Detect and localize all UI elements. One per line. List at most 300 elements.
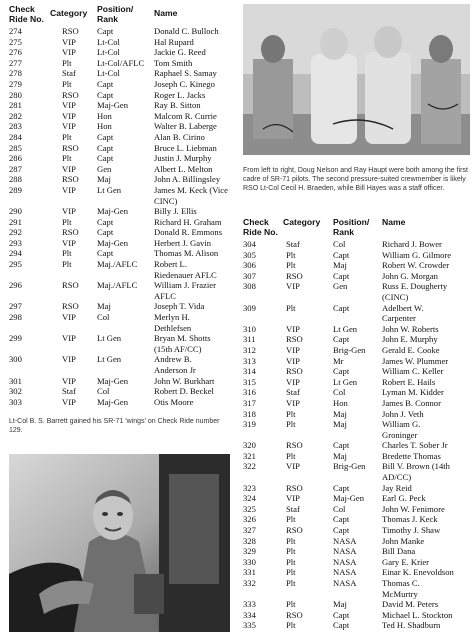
header-position: Position/ [97,4,134,14]
category-cell: Plt [286,578,296,588]
header-name: Name [154,8,178,18]
rank-cell: Capt [97,248,114,259]
name-cell: William G. Gilmore [382,249,452,260]
rank-cell: NASA [333,567,357,578]
check-ride-number: 313 [243,355,256,366]
table-row [243,303,471,324]
rank-cell: Maj [333,450,347,461]
name-cell: Groninger [382,429,418,440]
table-row [9,100,229,111]
header-ride-no: Ride No. [9,14,44,24]
name-cell: Earl G. Peck [382,493,426,504]
check-ride-number: 330 [243,556,256,567]
name-cell: Anderson Jr [154,365,196,375]
check-ride-number: 314 [243,366,256,377]
table-row [9,312,229,333]
check-ride-number: 307 [243,270,256,281]
check-ride-number: 301 [9,375,22,386]
rank-cell: Lt-Col/AFLC [97,57,145,68]
name-cell: Thomas C. [382,578,420,588]
category-cell: RSO [286,609,303,620]
category-cell: VIP [62,333,76,344]
left-table-header [9,4,229,26]
table-row [243,514,471,525]
check-ride-number: 297 [9,301,22,312]
check-ride-number: 293 [9,237,22,248]
rank-cell: Col [97,312,110,323]
category-cell: VIP [62,110,76,121]
rank-cell: Capt [333,270,350,281]
check-ride-number: 316 [243,387,256,398]
name-cell: Jay Reid [382,482,412,493]
check-ride-number: 298 [9,312,22,323]
check-ride-number: 294 [9,248,22,259]
name-cell: Joseph C. Kinego [154,78,215,89]
category-cell: VIP [62,163,76,174]
rank-cell: Lt-Col [97,47,120,58]
table-row [9,153,229,164]
category-cell: Plt [286,302,296,313]
rank-cell: Hon [97,121,112,132]
rank-cell: Capt [97,216,114,227]
rank-cell: Maj [97,174,111,185]
table-row [9,227,229,238]
category-cell: VIP [286,376,300,387]
name-cell: Donald R. Emmons [154,227,223,238]
table-row [243,250,471,261]
rank-cell: Maj./AFLC [97,259,138,270]
check-ride-number: 287 [9,163,22,174]
table-row [9,206,229,217]
check-ride-number: 296 [9,280,22,291]
check-ride-number: 279 [9,78,22,89]
check-ride-number: 318 [243,408,256,419]
table-row [243,610,471,621]
category-cell: Plt [62,216,72,227]
category-cell: RSO [286,270,303,281]
rank-cell: Lt Gen [97,184,122,195]
check-ride-number: 278 [9,68,22,79]
rank-cell: Capt [333,482,350,493]
name-cell: Justin J. Murphy [154,153,212,164]
check-ride-number: 312 [243,344,256,355]
check-ride-number: 309 [243,302,256,313]
name-cell: John J. Veth [382,408,424,419]
name-cell: Joseph T. Vida [154,301,205,312]
name-cell: CINC) [154,195,178,206]
rank-cell: Capt [333,609,350,620]
category-cell: RSO [62,26,79,36]
check-ride-number: 299 [9,333,22,344]
left-table-rows [9,26,229,407]
check-ride-number: 300 [9,354,22,365]
category-cell: Staf [286,387,300,398]
name-cell: John E. Murphy [382,334,438,345]
check-ride-number: 280 [9,89,22,100]
check-ride-number: 286 [9,153,22,164]
header-position: Position/ [333,217,370,227]
table-row [243,281,471,302]
category-cell: Plt [62,248,72,259]
check-ride-number: 274 [9,26,22,36]
table-row [9,376,229,387]
category-cell: VIP [62,354,76,365]
name-cell: Bryan M. Shotts [154,333,211,344]
name-cell: Billy J. Ellis [154,206,197,217]
check-ride-number: 334 [243,609,256,620]
category-cell: VIP [62,184,76,195]
rank-cell: Capt [333,302,350,313]
right-table-header [243,217,471,239]
category-cell: VIP [286,493,300,504]
name-cell: Herbert J. Gavin [154,237,212,248]
check-ride-number: 281 [9,100,22,111]
category-cell: Staf [286,503,300,514]
name-cell: Lyman M. Kidder [382,387,444,398]
rank-cell: Capt [333,514,350,525]
rank-cell: Maj [333,419,347,430]
name-cell: Bill V. Brown (14th [382,461,450,472]
category-cell: VIP [286,281,300,292]
header-name: Name [382,217,406,227]
rank-cell: Lt-Col [97,68,120,79]
check-ride-number: 328 [243,535,256,546]
table-row [243,599,471,610]
category-cell: Plt [62,78,72,89]
table-row [9,132,229,143]
table-row [9,111,229,122]
name-cell: Albert L. Melton [154,163,213,174]
category-cell: Plt [286,260,296,271]
check-ride-number: 289 [9,184,22,195]
rank-cell: Lt-Col [97,36,120,47]
category-cell: Plt [62,153,72,164]
rank-cell: Capt [333,620,350,631]
check-ride-number: 333 [243,599,256,610]
table-row [243,239,471,250]
rank-cell: NASA [333,535,357,546]
table-row [9,238,229,249]
check-ride-number: 311 [243,334,256,345]
name-cell: Gerald E. Cooke [382,344,440,355]
table-row [9,217,229,228]
name-cell: William C. Keller [382,366,444,377]
check-ride-number: 276 [9,47,22,58]
category-cell: VIP [62,206,76,217]
rank-cell: Maj [333,260,347,271]
category-cell: VIP [62,396,76,407]
name-cell: Michael L. Stockton [382,609,453,620]
table-row [243,493,471,504]
category-cell: RSO [62,227,79,238]
check-ride-number: 305 [243,249,256,260]
category-cell: RSO [62,301,79,312]
rank-cell: Col [333,503,346,514]
name-cell: Adelbert W. [382,302,424,313]
name-cell: Robert L. [154,259,187,270]
barrett-photo [9,454,230,632]
rank-cell: Capt [97,153,114,164]
check-ride-number: 326 [243,514,256,525]
table-row [9,26,229,37]
check-ride-number: 284 [9,131,22,142]
check-ride-number: 306 [243,260,256,271]
rank-cell: Brig-Gen [333,344,366,355]
table-row [9,248,229,259]
check-ride-number: 275 [9,36,22,47]
category-cell: RSO [286,525,303,536]
category-cell: RSO [62,174,79,185]
category-cell: Plt [286,535,296,546]
category-cell: RSO [286,482,303,493]
table-row [9,143,229,154]
table-row [9,58,229,69]
category-cell: VIP [286,323,300,334]
table-row [243,345,471,356]
name-cell: Riedenauer AFLC [154,269,217,280]
rank-cell: Capt [97,89,114,100]
rank-cell: Maj [333,408,347,419]
table-row [243,324,471,335]
name-cell: William J. Frazier [154,280,216,291]
name-cell: Thomas M. Alison [154,248,219,259]
table-row [243,409,471,420]
rank-cell: Maj-Gen [333,493,365,504]
name-cell: Malcom R. Currie [154,110,217,121]
name-cell: John A. Billingsley [154,174,221,185]
name-cell: Robert D. Beckel [154,386,214,397]
name-cell: John W. Fenimore [382,503,445,514]
check-ride-number: 277 [9,57,22,68]
header-check: Check [9,4,35,14]
table-row [243,398,471,409]
check-ride-number: 291 [9,216,22,227]
check-ride-number: 320 [243,440,256,451]
name-cell: Jackie G. Reed [154,47,206,58]
rank-cell: Brig-Gen [333,461,366,472]
name-cell: Bill Dana [382,546,416,557]
rank-cell: Maj-Gen [97,206,129,217]
category-cell: Plt [62,131,72,142]
category-cell: VIP [62,36,76,47]
category-cell: VIP [62,47,76,58]
category-cell: Plt [286,450,296,461]
check-ride-number: 290 [9,206,22,217]
check-ride-number: 302 [9,386,22,397]
name-cell: John W. Roberts [382,323,439,334]
rank-cell: Gen [333,281,348,292]
category-cell: RSO [286,334,303,345]
check-ride-number: 323 [243,482,256,493]
category-cell: RSO [62,142,79,153]
right-table-rows [243,239,471,631]
category-cell: Plt [286,567,296,578]
category-cell: Staf [286,239,300,249]
name-cell: Timothy J. Shaw [382,525,441,536]
rank-cell: Capt [97,26,114,36]
check-ride-number: 295 [9,259,22,270]
category-cell: VIP [286,397,300,408]
table-row [9,301,229,312]
table-row [243,461,471,482]
name-cell: Roger L. Jacks [154,89,206,100]
name-cell: John W. Burkhart [154,375,215,386]
category-cell: VIP [62,375,76,386]
table-row [243,366,471,377]
header-rank: Rank [97,14,119,24]
name-cell: Gary E. Krier [382,556,430,567]
table-row [243,419,471,440]
name-cell: Dethlefsen [154,322,192,333]
name-cell: Alan B. Cirino [154,131,205,142]
table-row [243,546,471,557]
name-cell: Otis Moore [154,396,194,407]
rank-cell: Capt [333,366,350,377]
category-cell: Plt [62,57,72,68]
name-cell: Tom Smith [154,57,193,68]
header-rank: Rank [333,227,355,237]
table-row [243,504,471,515]
check-ride-number: 322 [243,461,256,472]
name-cell: Charles T. Sober Jr [382,440,448,451]
check-ride-number: 285 [9,142,22,153]
rank-cell: Maj [333,599,347,610]
rank-cell: Maj-Gen [97,396,129,407]
category-cell: Plt [286,249,296,260]
check-ride-number: 325 [243,503,256,514]
rank-cell: NASA [333,556,357,567]
rank-cell: Gen [97,163,112,174]
category-cell: Plt [286,599,296,610]
rank-cell: Capt [333,440,350,451]
rank-cell: Lt Gen [333,376,358,387]
name-cell: Robert E. Hails [382,376,436,387]
rank-cell: Lt Gen [97,354,122,365]
table-row [243,356,471,367]
header-ride-no: Ride No. [243,227,278,237]
table-row [9,47,229,58]
name-cell: AD/CC) [382,472,412,483]
name-cell: James W. Plummer [382,355,449,366]
table-row [9,386,229,397]
name-cell: Robert W. Crowder [382,260,450,271]
table-row [243,536,471,547]
category-cell: Plt [286,620,296,631]
table-row [243,271,471,282]
table-row [9,79,229,90]
check-ride-number: 310 [243,323,256,334]
category-cell: VIP [286,355,300,366]
check-ride-number: 303 [9,396,22,407]
rank-cell: Capt [333,525,350,536]
name-cell: Walter B. Laberge [154,121,217,132]
table-row [9,90,229,101]
check-ride-number: 282 [9,110,22,121]
check-ride-number: 283 [9,121,22,132]
table-row [243,525,471,536]
category-cell: Plt [286,419,296,430]
category-cell: Plt [286,556,296,567]
rank-cell: Maj-Gen [97,237,129,248]
table-row [243,567,471,578]
check-ride-number: 304 [243,239,256,249]
category-cell: Plt [62,259,72,270]
table-row [9,333,229,354]
name-cell: James M. Keck (Vice [154,184,228,195]
name-cell: Merlyn H. [154,312,190,323]
table-row [9,354,229,375]
rank-cell: Capt [97,142,114,153]
table-row [243,260,471,271]
table-row [9,397,229,408]
table-row [243,451,471,462]
category-cell: Plt [286,514,296,525]
name-cell: Raphael S. Samay [154,68,217,79]
category-cell: VIP [286,344,300,355]
table-row [9,121,229,132]
rank-cell: Capt [97,78,114,89]
rank-cell: Capt [97,227,114,238]
table-row [9,174,229,185]
check-ride-number: 315 [243,376,256,387]
table-row [9,164,229,175]
category-cell: VIP [62,312,76,323]
name-cell: Bredette Thomas [382,450,441,461]
check-ride-number: 335 [243,620,256,631]
check-ride-number: 329 [243,546,256,557]
table-row [243,377,471,388]
category-cell: RSO [62,280,79,291]
name-cell: McMurtry [382,588,418,599]
rank-cell: Lt Gen [333,323,358,334]
rank-cell: Capt [97,131,114,142]
rank-cell: Hon [97,110,112,121]
name-cell: William G. [382,419,421,430]
category-cell: Staf [62,386,76,397]
category-cell: VIP [62,237,76,248]
header-check: Check [243,217,269,227]
check-ride-number: 331 [243,567,256,578]
name-cell: (CINC) [382,291,409,302]
crew-photo [243,4,470,155]
rank-cell: Col [333,387,346,398]
name-cell: Andrew B. [154,354,192,365]
table-row [9,259,229,280]
check-ride-number: 321 [243,450,256,461]
table-row [9,185,229,206]
rank-cell: NASA [333,578,357,588]
name-cell: John G. Morgan [382,270,438,281]
table-row [9,68,229,79]
rank-cell: Hon [333,397,348,408]
rank-cell: Col [333,239,346,249]
table-row [243,557,471,568]
rank-cell: Mr [333,355,344,366]
name-cell: AFLC [154,290,176,301]
name-cell: Ray B. Sitton [154,100,201,111]
rank-cell: Capt [333,249,350,260]
name-cell: Thomas J. Keck [382,514,438,525]
rank-cell: Maj./AFLC [97,280,138,291]
check-ride-number: 288 [9,174,22,185]
check-ride-number: 308 [243,281,256,292]
header-category: Category [50,8,88,18]
rank-cell: Maj [97,301,111,312]
check-ride-number: 319 [243,419,256,430]
name-cell: Russ E. Dougherty [382,281,448,292]
check-ride-number: 332 [243,578,256,588]
category-cell: VIP [62,100,76,111]
